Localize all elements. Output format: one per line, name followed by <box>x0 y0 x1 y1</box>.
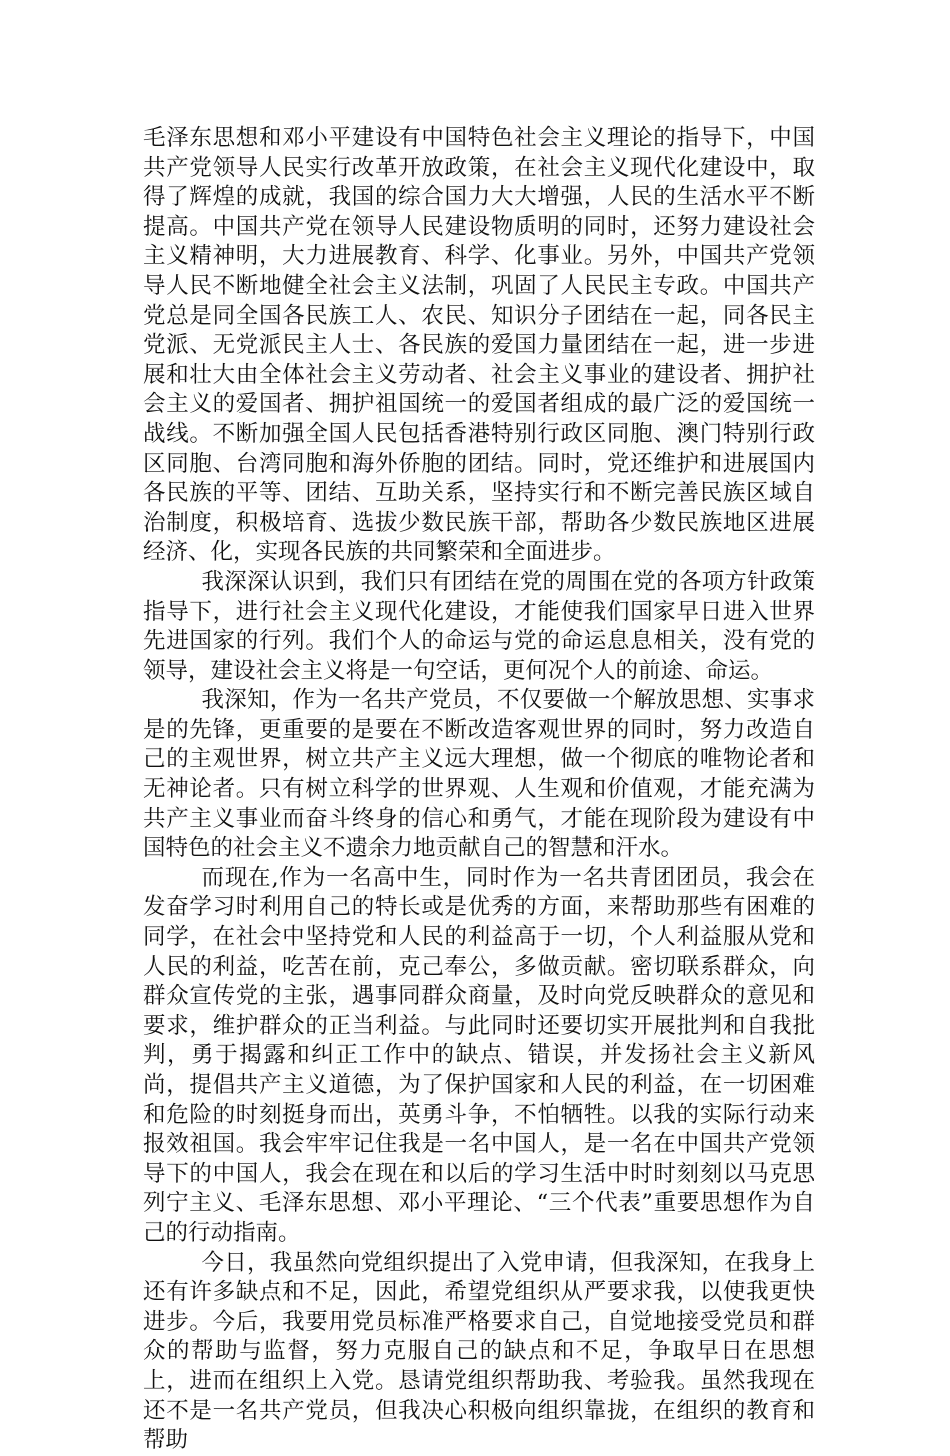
paragraph-3: 我深知，作为一名共产党员，不仅要做一个解放思想、实事求是的先锋，更重要的是要在不断改造客观世界的同时，努力改造自己的主观世界，树立共产主义远大理想，做一个彻底的唯物论者和无神论者。只有树立科学的世界观、人生观和价值观，才能充满为共产主义事业而奋斗终身的信心和勇气，才能在现阶段为建设有中国特色的社会主义不遗余力地贡献自己的智慧和汗水。 <box>143 687 815 862</box>
paragraph-1: 毛泽东思想和邓小平建设有中国特色社会主义理论的指导下，中国共产党领导人民实行改革开放政策，在社会主义现代化建设中，取得了辉煌的成就，我国的综合国力大大增强，人民的生活水平不断提高。中国共产党在领导人民建设物质明的同时，还努力建设社会主义精神明，大力进展教育、科学、化事业。另外，中国共产党领导人民不断地健全社会主义法制，巩固了人民民主专政。中国共产党总是同全国各民族工人、农民、知识分子团结在一起，同各民主党派、无党派民主人士、各民族的爱国力量团结在一起，进一步进展和壮大由全体社会主义劳动者、社会主义事业的建设者、拥护社会主义的爱国者、拥护祖国统一的爱国者组成的最广泛的爱国统一战线。不断加强全国人民包括香港特别行政区同胞、澳门特别行政区同胞、台湾同胞和海外侨胞的团结。同时，党还维护和进展国内各民族的平等、团结、互助关系，坚持实行和不断完善民族区域自治制度，积极培育、选拔少数民族干部，帮助各少数民族地区进展经济、化，实现各民族的共同繁荣和全面进步。 <box>143 125 815 566</box>
paragraph-5: 今日，我虽然向党组织提出了入党申请，但我深知，在我身上还有许多缺点和不足，因此，希望党组织从严要求我，以使我更快进步。今后，我要用党员标准严格要求自己，自觉地接受党员和群众的帮助与监督，努力克服自己的缺点和不足，争取早日在思想上，进而在组织上入党。恳请党组织帮助我、考验我。虽然我现在还不是一名共产党员，但我决心积极向组织靠拢，在组织的教育和帮助 <box>143 1249 815 1454</box>
paragraph-4: 而现在,作为一名高中生，同时作为一名共青团团员，我会在发奋学习时利用自己的特长或是优秀的方面，来帮助那些有困难的同学，在社会中坚持党和人民的利益高于一切，个人利益服从党和人民的利益，吃苦在前，克己奉公，多做贡献。密切联系群众，向群众宣传党的主张，遇事同群众商量，及时向党反映群众的意见和要求，维护群众的正当利益。与此同时还要切实开展批判和自我批判，勇于揭露和纠正工作中的缺点、错误，并发扬社会主义新风尚，提倡共产主义道德，为了保护国家和人民的利益，在一切困难和危险的时刻挺身而出，英勇斗争，不怕牺牲。以我的实际行动来报效祖国。我会牢牢记住我是一名中国人，是一名在中国共产党领导下的中国人，我会在现在和以后的学习生活中时时刻刻以马克思列宁主义、毛泽东思想、邓小平理论、“三个代表”重要思想作为自己的行动指南。 <box>143 864 815 1246</box>
document-body <box>143 124 815 1456</box>
paragraph-2: 我深深认识到，我们只有团结在党的周围在党的各项方针政策指导下，进行社会主义现代化建设，才能使我们国家早日进入世界先进国家的行列。我们个人的命运与党的命运息息相关，没有党的领导，建设社会主义将是一句空话，更何况个人的前途、命运。 <box>143 568 815 684</box>
